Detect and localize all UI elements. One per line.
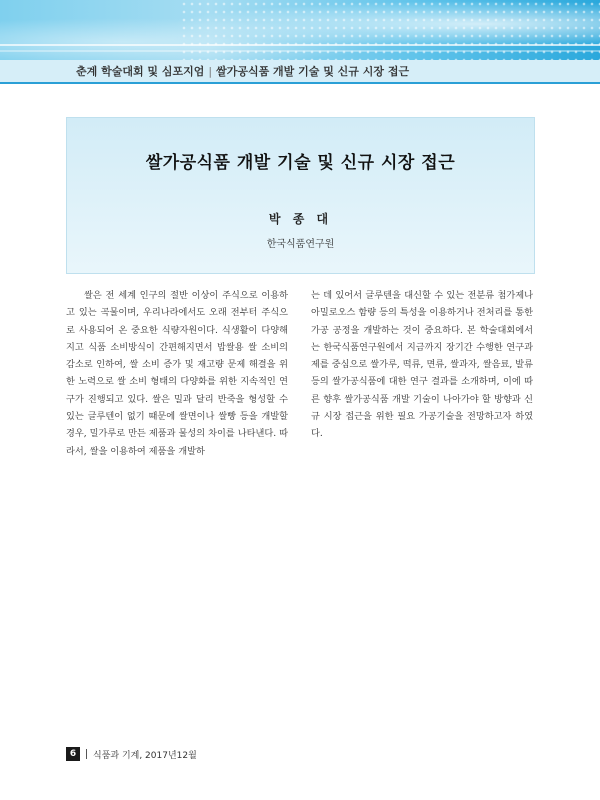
top-decorative-banner <box>0 0 600 60</box>
running-header-text <box>76 63 409 79</box>
article-title: 쌀가공식품 개발 기술 및 신규 시장 접근 <box>145 153 456 173</box>
journal-info: 식품과 기계, 2017년12월 <box>93 750 197 761</box>
running-header <box>0 60 600 84</box>
footer-divider <box>86 749 87 759</box>
header-section: 춘계 학술대회 및 심포지엄 <box>76 65 205 78</box>
banner-line <box>0 44 600 46</box>
page-number: 6 <box>66 747 80 761</box>
title-box <box>66 117 535 274</box>
header-topic: 쌀가공식품 개발 기술 및 신규 시장 접근 <box>216 65 410 78</box>
page-footer <box>66 747 197 761</box>
banner-line <box>0 50 600 52</box>
body-left-column: 쌀은 전 세계 인구의 절반 이상이 주식으로 이용하고 있는 곡물이며, 우리나라에서도 오래 전부터 주식으로 사용되어 온 중요한 식량자원이다. 식생활이 다양해지고 식품 소비방식이 간편해지면서 밥쌀용 쌀 소비의 감소로 인하여, 쌀 소비 증가 및 재고량 문제 해결을 위한 노력으로 쌀 소비 형태의 다양화를 위한 지속적인 연구가 진행되고 있다. 쌀은 밀과 달리 반죽을 형성할 수 있는 글루텐이 없기 때문에 쌀면이나 쌀빵 등을 개발할 경우, 밀가루로 만든 제품과 물성의 차이를 나타낸다. 따라서, 쌀을 이용하여 제품을 개발하 <box>66 290 288 457</box>
article-affiliation: 한국식품연구원 <box>266 239 335 250</box>
article-author: 박 종 대 <box>268 212 333 226</box>
body-right-column: 는 데 있어서 글루텐을 대신할 수 있는 전분류 첨가제나 아밀로오스 함량 등의 특성을 이용하거나 전처리를 통한 가공 공정을 개발하는 것이 중요하다. 본 학술대회에서는 한국식품연구원에서 지금까지 장기간 수행한 연구과제를 중심으로 쌀가루, 떡류, 면류, 쌀과자, 쌀음료, 발류 등의 쌀가공식품에 대한 연구 결과를 소개하며, 이에 따른 향후 쌀가공식품 개발 기술이 나아가야 할 방향과 신규 시장 접근을 위한 필요 가공기술을 전망하고자 하였다. <box>311 290 533 440</box>
header-divider: | <box>208 65 213 78</box>
